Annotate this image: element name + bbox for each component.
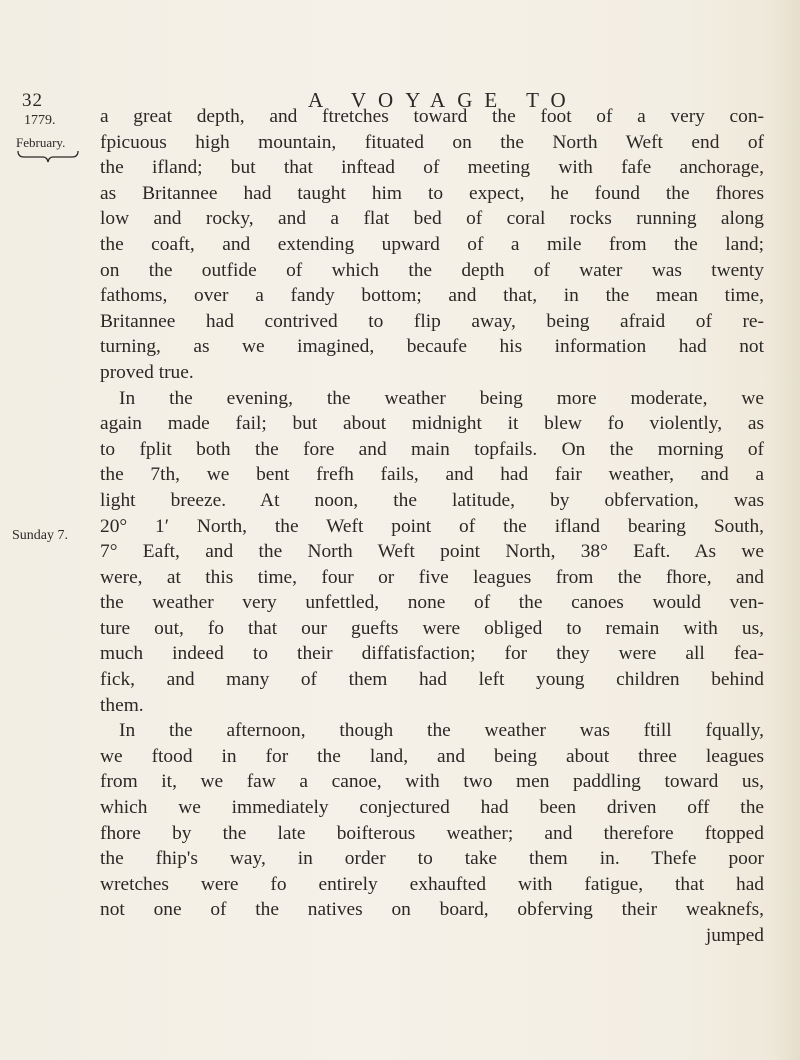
text-line: the 7th, we bent frefh fails, and had fair weather, and a bbox=[100, 464, 764, 486]
text-line: a great depth, and ftretches toward the foot of a very con- bbox=[100, 106, 764, 127]
text-line: the fhip's way, in order to take them in. Thefe poor bbox=[100, 848, 764, 870]
text-line: them. bbox=[100, 694, 144, 716]
text-line: the ifland; but that inftead of meeting with fafe anchorage, bbox=[100, 157, 764, 179]
text-line: from it, we faw a canoe, with two men paddling toward us, bbox=[100, 771, 764, 793]
text-line: fathoms, over a fandy bottom; and that, in the mean time, bbox=[100, 285, 764, 307]
text-line: which we immediately conjectured had been driven off the bbox=[100, 797, 764, 819]
margin-note-year: 1779. bbox=[24, 113, 56, 128]
catchword: jumped bbox=[705, 925, 764, 946]
text-line: were, at this time, four or five leagues from the fhore, and bbox=[100, 566, 764, 588]
text-line: fhore by the late boifterous weather; and therefore ftopped bbox=[100, 822, 764, 844]
text-line: In the evening, the weather being more moderate, we bbox=[119, 387, 764, 409]
text-line: ture out, fo that our guefts were obliged to remain with us, bbox=[100, 617, 764, 639]
text-line: low and rocky, and a flat bed of coral rocks running along bbox=[100, 208, 764, 230]
text-line: turning, as we imagined, becaufe his information had not bbox=[100, 336, 764, 358]
running-head: A VOYAGE TO bbox=[308, 88, 578, 112]
text-line: wretches were fo entirely exhaufted with fatigue, that had bbox=[100, 873, 764, 895]
page-number: 32 bbox=[22, 90, 43, 111]
text-line: fick, and many of them had left young children behind bbox=[100, 669, 764, 691]
margin-note-month: February. bbox=[16, 135, 66, 150]
body-text bbox=[100, 104, 764, 949]
text-line: not one of the natives on board, obferving their weaknefs, bbox=[100, 899, 764, 921]
text-line: again made fail; but about midnight it blew fo violently, as bbox=[100, 413, 764, 435]
text-line: fpicuous high mountain, fituated on the North Weft end of bbox=[100, 131, 764, 153]
text-line: 7° Eaft, and the North Weft point North, 38° Eaft. As we bbox=[100, 541, 764, 563]
page-edge-shading bbox=[772, 0, 800, 1060]
text-line: on the outfide of which the depth of water was twenty bbox=[100, 259, 764, 281]
text-line: Britannee had contrived to flip away, being afraid of re- bbox=[100, 310, 764, 332]
text-line: In the afternoon, though the weather was ftill fqually, bbox=[119, 720, 764, 742]
text-line: to fplit both the fore and main topfails. On the morning of bbox=[100, 438, 764, 460]
text-line: light breeze. At noon, the latitude, by obfervation, was bbox=[100, 489, 764, 511]
margin-note-day: Sunday 7. bbox=[12, 528, 68, 543]
text-line: the coaft, and extending upward of a mile from the land; bbox=[100, 233, 764, 255]
brace-icon bbox=[16, 150, 80, 164]
text-line: much indeed to their diffatisfaction; for they were all fea- bbox=[100, 643, 764, 665]
text-line: we ftood in for the land, and being about three leagues bbox=[100, 745, 764, 767]
text-line: proved true. bbox=[100, 361, 194, 383]
text-line: 20° 1′ North, the Weft point of the ifland bearing South, bbox=[100, 515, 764, 537]
text-line: as Britannee had taught him to expect, he found the fhores bbox=[100, 182, 764, 204]
text-line: the weather very unfettled, none of the canoes would ven- bbox=[100, 592, 764, 614]
